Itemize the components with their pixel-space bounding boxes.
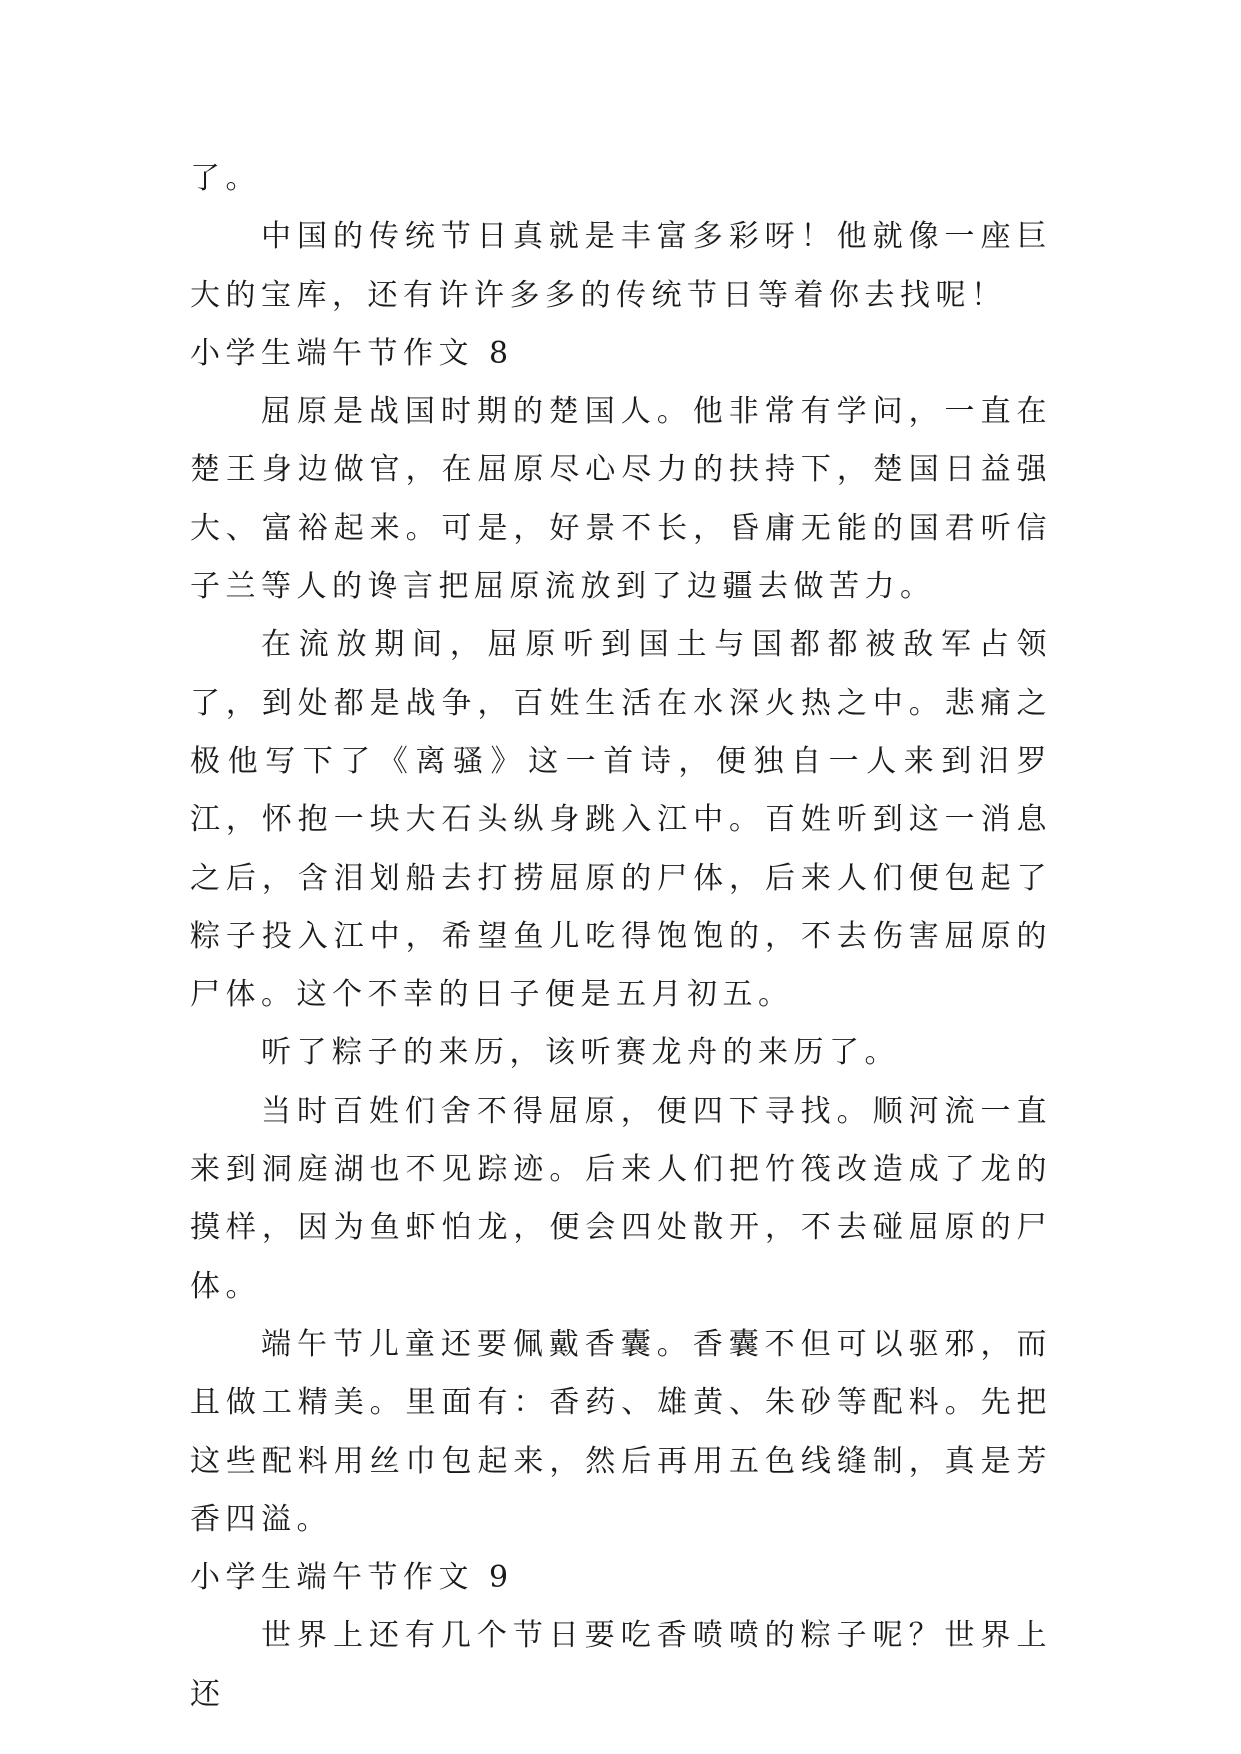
paragraph: 听了粽子的来历，该听赛龙舟的来历了。 <box>261 1035 900 1071</box>
paragraph: 端午节儿童还要佩戴香囊。香囊不但可以驱邪，而且做工精美。里面有：香药、雄黄、朱砂等配料。先把这些配料用丝巾包起来，然后再用五色线缝制，真是芳香四溢。 <box>190 1326 1052 1537</box>
paragraph: 中国的传统节日真就是丰富多彩呀！他就像一座巨大的宝库，还有许许多多的传统节日等着你去找呢！ <box>190 219 1052 313</box>
essay-heading: 小学生端午节作文 9 <box>190 1560 514 1596</box>
paragraph: 屈原是战国时期的楚国人。他非常有学问，一直在楚王身边做官，在屈原尽心尽力的扶持下，楚国日益强大、富裕起来。可是，好景不长，昏庸无能的国君听信子兰等人的谗言把屈原流放到了边疆去做苦力。 <box>190 394 1052 605</box>
paragraph: 世界上还有几个节日要吃香喷喷的粽子呢？世界上还 <box>190 1618 1052 1712</box>
essay-heading: 小学生端午节作文 8 <box>190 335 514 371</box>
paragraph: 当时百姓们舍不得屈原，便四下寻找。顺河流一直来到洞庭湖也不见踪迹。后来人们把竹筏改造成了龙的摸样，因为鱼虾怕龙，便会四处散开，不去碰屈原的尸体。 <box>190 1093 1052 1304</box>
paragraph-continuation: 了。 <box>190 161 261 196</box>
paragraph: 在流放期间，屈原听到国土与国都都被敌军占领了，到处都是战争，百姓生活在水深火热之中。悲痛之极他写下了《离骚》这一首诗，便独自一人来到汨罗江，怀抱一块大石头纵身跳入江中。百姓听到这一消息之后，含泪划船去打捞屈原的尸体，后来人们便包起了粽子投入江中，希望鱼儿吃得饱饱的，不去伤害屈原的尸体。这个不幸的日子便是五月初五。 <box>190 627 1052 1013</box>
document-body <box>190 150 1052 1724</box>
